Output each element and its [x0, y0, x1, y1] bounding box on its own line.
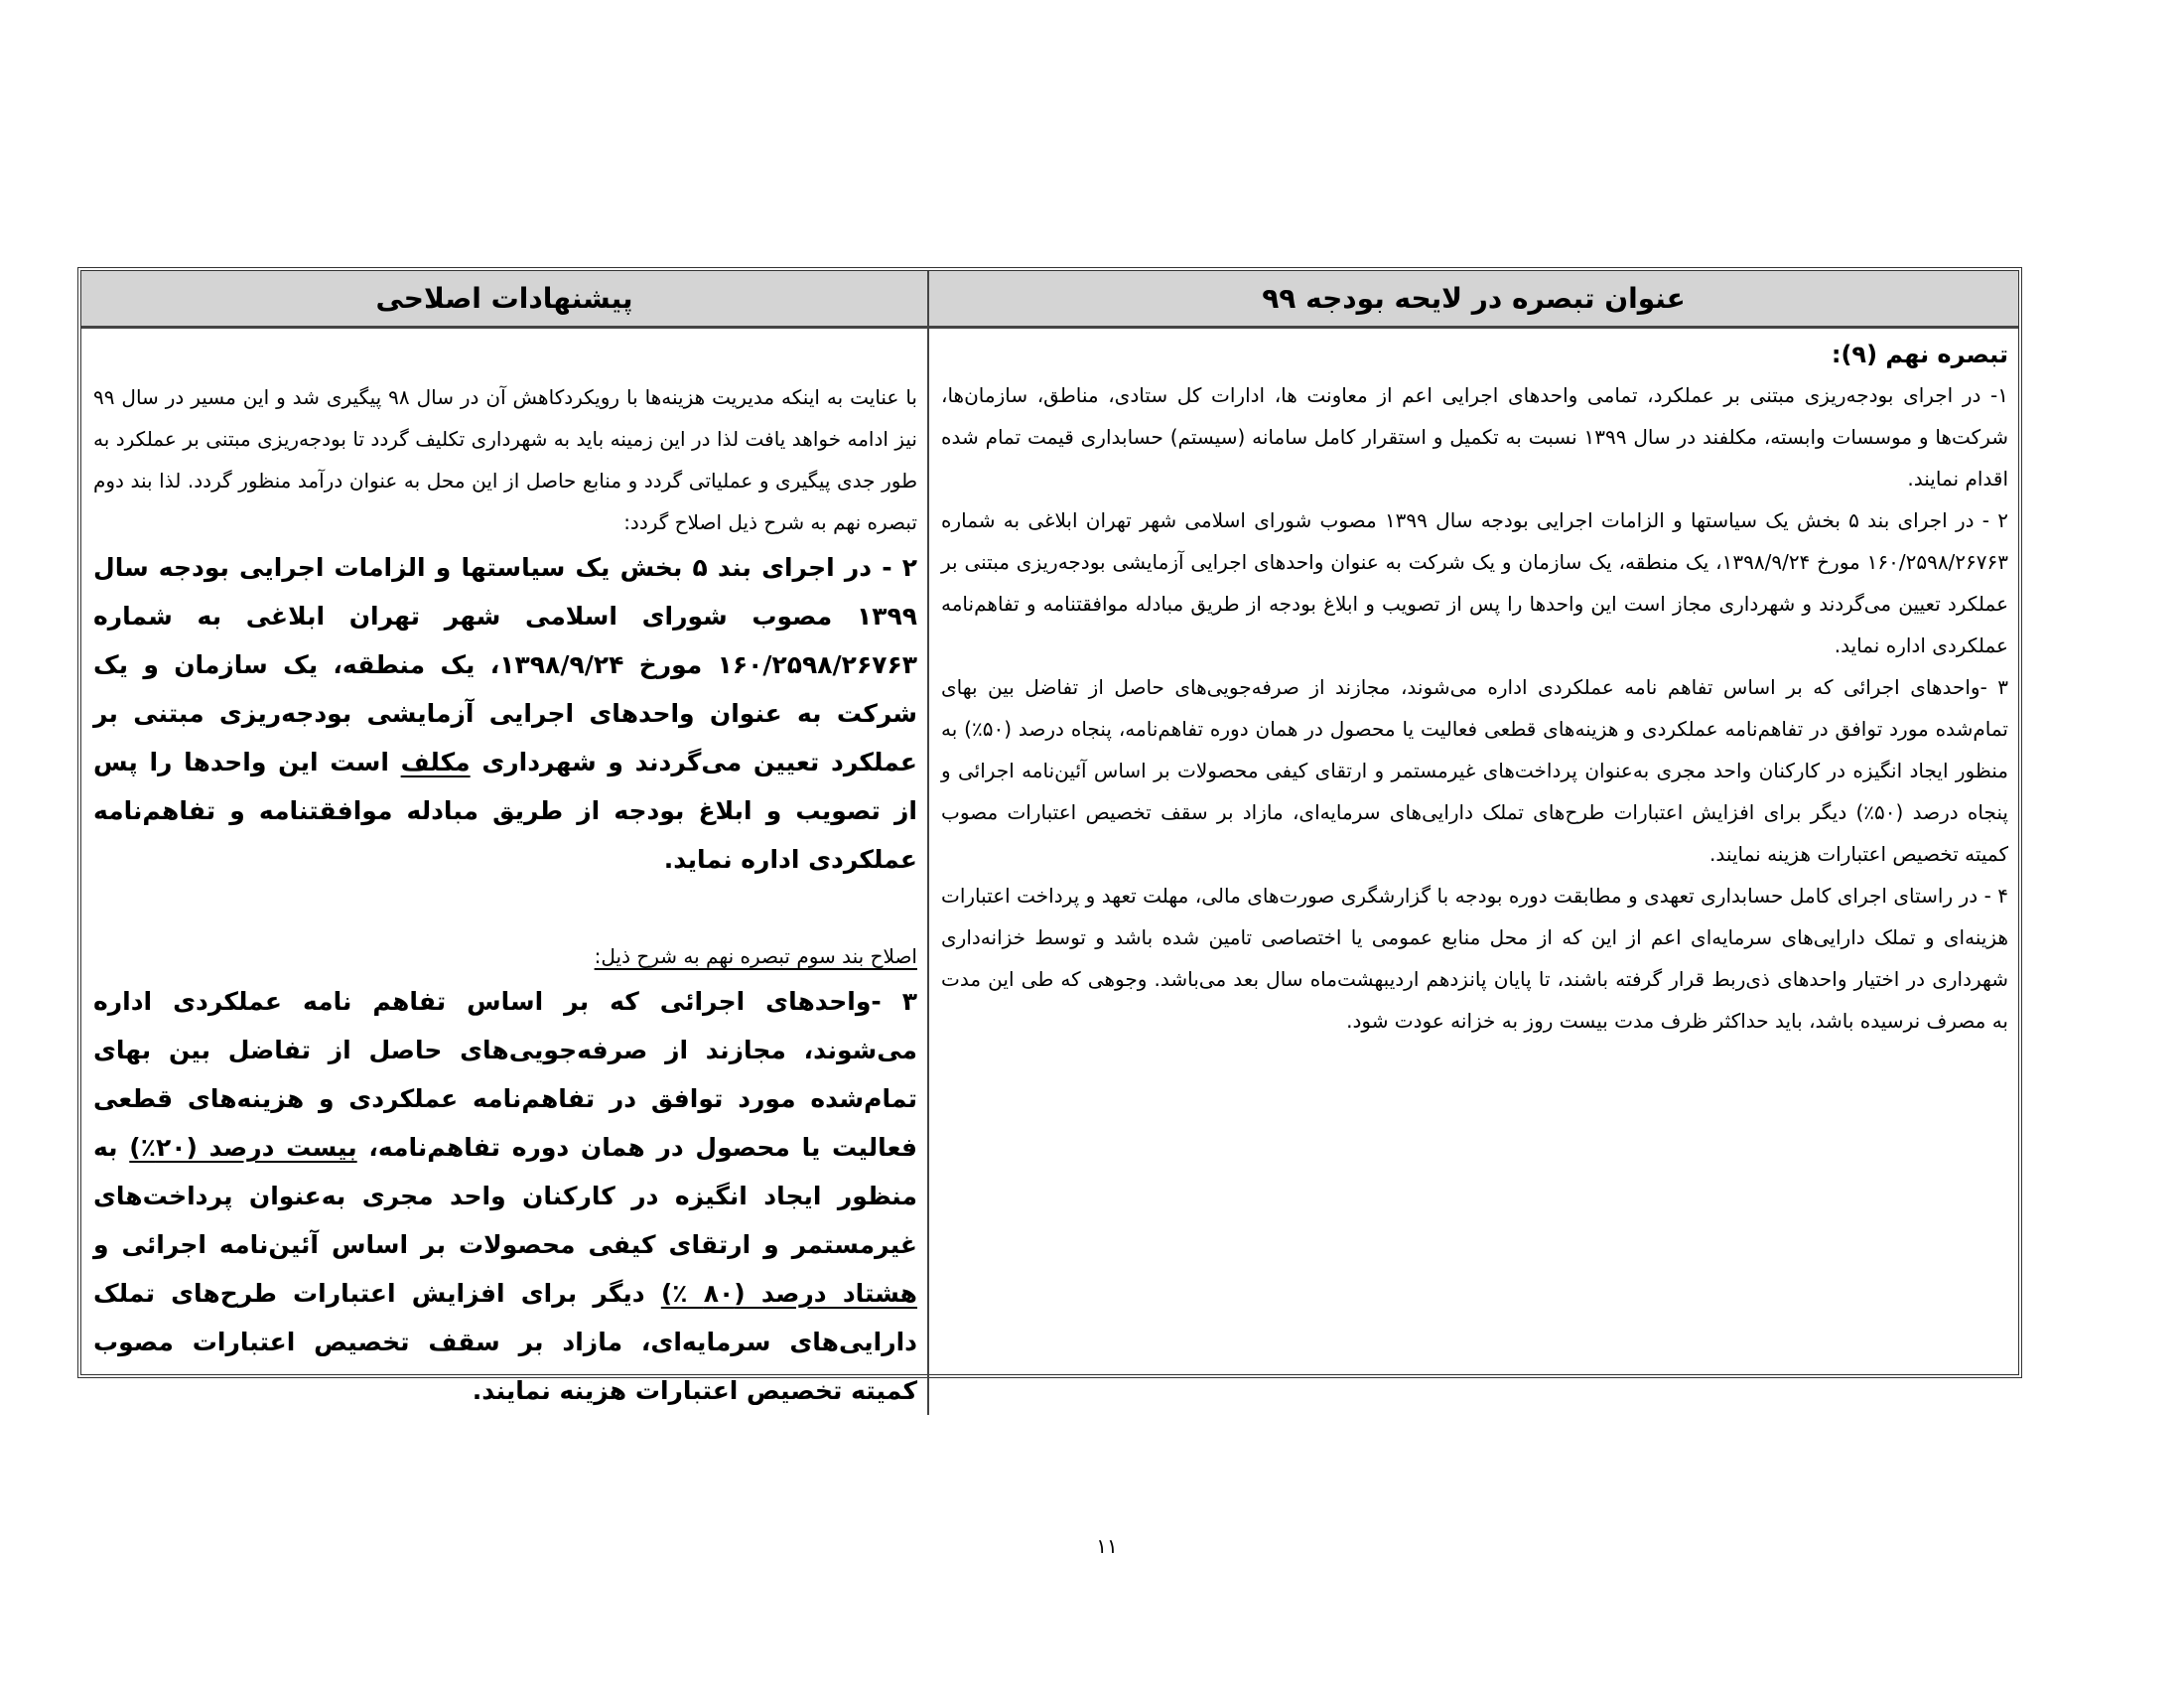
clause3-text-1: ۳ -واحدهای اجرائی که بر اساس تفاهم نامه عملکردی اداره می‌شوند، مجازند از صرفه‌جویی‌های حاصل از تفاضل بین بهای تمام‌شده مورد توافق در تفاهم‌نامه عملکردی و هزینه‌های قطعی فعالیت یا محصول در همان دوره تفاهم‌نامه، — [93, 987, 917, 1162]
proposals-cell — [81, 329, 927, 1415]
clause2-underlined: مکلف — [400, 748, 471, 776]
clause3-underlined-2: هشتاد درصد (۸۰ ٪) — [660, 1279, 918, 1308]
clause-paragraph-1: ۱- در اجرای بودجه‌ریزی مبتنی بر عملکرد، تمامی واحدهای اجرایی اعم از معاونت ها، ادارات کل ستادی، مناطق، سازمان‌ها، شرکت‌ها و موسسات وابسته، مکلفند در سال ۱۳۹۹ نسبت به تکمیل و استقرار کامل سامانه (سیستم) حسابداری قیمت تمام شده اقدام نمایند. — [941, 383, 2008, 491]
proposal-clause-2 — [93, 543, 917, 884]
clause-paragraph-3: ۳ -واحدهای اجرائی که بر اساس تفاهم نامه عملکردی اداره می‌شوند، مجازند از صرفه‌جویی‌های حاصل از تفاضل بین بهای تمام‌شده مورد توافق در تفاهم‌نامه عملکردی و هزینه‌های قطعی فعالیت یا محصول در همان دوره تفاهم‌نامه، پنجاه درصد (۵۰٪) به منظور ایجاد انگیزه در کارکنان واحد مجری به‌عنوان پرداخت‌های غیرمستمر و ارتقای کیفی محصولات بر اساس آئین‌نامه اجرائی و پنجاه درصد (۵۰٪) دیگر برای افزایش اعتبارات طرح‌های تملک دارایی‌های سرمایه‌ای، مازاد بر سقف تخصیص اعتبارات مصوب کمیته تخصیص اعتبارات هزینه نمایند. — [941, 675, 2008, 866]
clause3-text-2: به منظور ایجاد انگیزه در کارکنان واحد مجری به‌عنوان پرداخت‌های غیرمستمر و ارتقای کیفی محصولات بر اساس آئین‌نامه اجرائی و — [93, 1133, 917, 1259]
clause2-text: ۲ - در اجرای بند ۵ بخش یک سیاستها و الزامات اجرایی بودجه سال ۱۳۹۹ مصوب شورای اسلامی شهر تهران ابلاغی به شماره ۱۶۰/۲۵۹۸/۲۶۷۶۳ مورخ ۱۳۹۸/۹/۲۴، یک منطقه، یک سازمان و یک شرکت به عنوان واحدهای اجرایی آزمایشی بودجه‌ریزی مبتنی بر عملکرد تعیین می‌گردند و شهرداری — [93, 553, 917, 776]
clause-paragraph-4: ۴ - در راستای اجرای کامل حسابداری تعهدی و مطابقت دوره بودجه با گزارشگری صورت‌های مالی، مهلت تعهد و پرداخت اعتبارات هزینه‌ای و تملک دارایی‌های سرمایه‌ای اعم از این که از محل منابع عمومی یا اختصاصی تامین شده باشد و توسط خزانه‌داری شهرداری در اختیار واحدهای ذی‌ربط قرار گرفته باشند، تا پایان پانزدهم اردیبهشت‌ماه سال بعد می‌باشد. وجوهی که طی این مدت به مصرف نرسیده باشد، باید حداکثر ظرف مدت بیست روز به خزانه عودت شود. — [941, 884, 2008, 1033]
clause3-heading-text: اصلاح بند سوم تبصره نهم به شرح ذیل: — [594, 944, 917, 968]
proposal-clause-3 — [93, 977, 917, 1415]
page-number: ۱۱ — [1096, 1534, 1118, 1558]
proposal-intro: با عنایت به اینکه مدیریت هزینه‌ها با رویکردکاهش آن در سال ۹۸ پیگیری شد و این مسیر در سال ۹۹ نیز ادامه خواهد یافت لذا در این زمینه باید به شهرداری تکلیف گردد تا بودجه‌ریزی مبتنی بر عملکرد به طور جدی پیگیری و عملیاتی گردد و منابع حاصل از این محل به عنوان درآمد منظور گردد. لذا بند دوم تبصره نهم به شرح ذیل اصلاح گردد: — [93, 385, 917, 534]
header-budget-clause: عنوان تبصره در لایحه بودجه ۹۹ — [927, 271, 2018, 329]
clause3-text-3: دیگر برای افزایش اعتبارات طرح‌های تملک دارایی‌های سرمایه‌ای، مازاد بر سقف تخصیص اعتبارات مصوب کمیته تخصیص اعتبارات هزینه نمایند. — [93, 1279, 917, 1405]
clause2-text-end: است این واحدها را پس از تصویب و ابلاغ بودجه از طریق مبادله موافقتنامه و تفاهم‌نامه عملکردی اداره نماید. — [93, 748, 917, 874]
clause3-underlined-1: بیست درصد (۲۰٪) — [129, 1133, 357, 1162]
clause-paragraph-2: ۲ - در اجرای بند ۵ بخش یک سیاستها و الزامات اجرایی بودجه سال ۱۳۹۹ مصوب شورای اسلامی شهر تهران ابلاغی به شماره ۱۶۰/۲۵۹۸/۲۶۷۶۳ مورخ ۱۳۹۸/۹/۲۴، یک منطقه، یک سازمان و یک شرکت به عنوان واحدهای اجرایی آزمایشی بودجه‌ریزی مبتنی بر عملکرد تعیین می‌گردند و شهرداری مجاز است این واحدها را پس از تصویب و ابلاغ بودجه از طریق مبادله موافقتنامه و تفاهم‌نامه عملکردی اداره نماید. — [941, 508, 2009, 657]
header-proposals: پیشنهادات اصلاحی — [81, 271, 927, 329]
budget-clause-cell — [927, 329, 2018, 1415]
proposal-clause-3-heading — [93, 935, 917, 977]
comparison-table — [77, 267, 2022, 1405]
clause-title: تبصره نهم (۹): — [1831, 341, 2008, 368]
